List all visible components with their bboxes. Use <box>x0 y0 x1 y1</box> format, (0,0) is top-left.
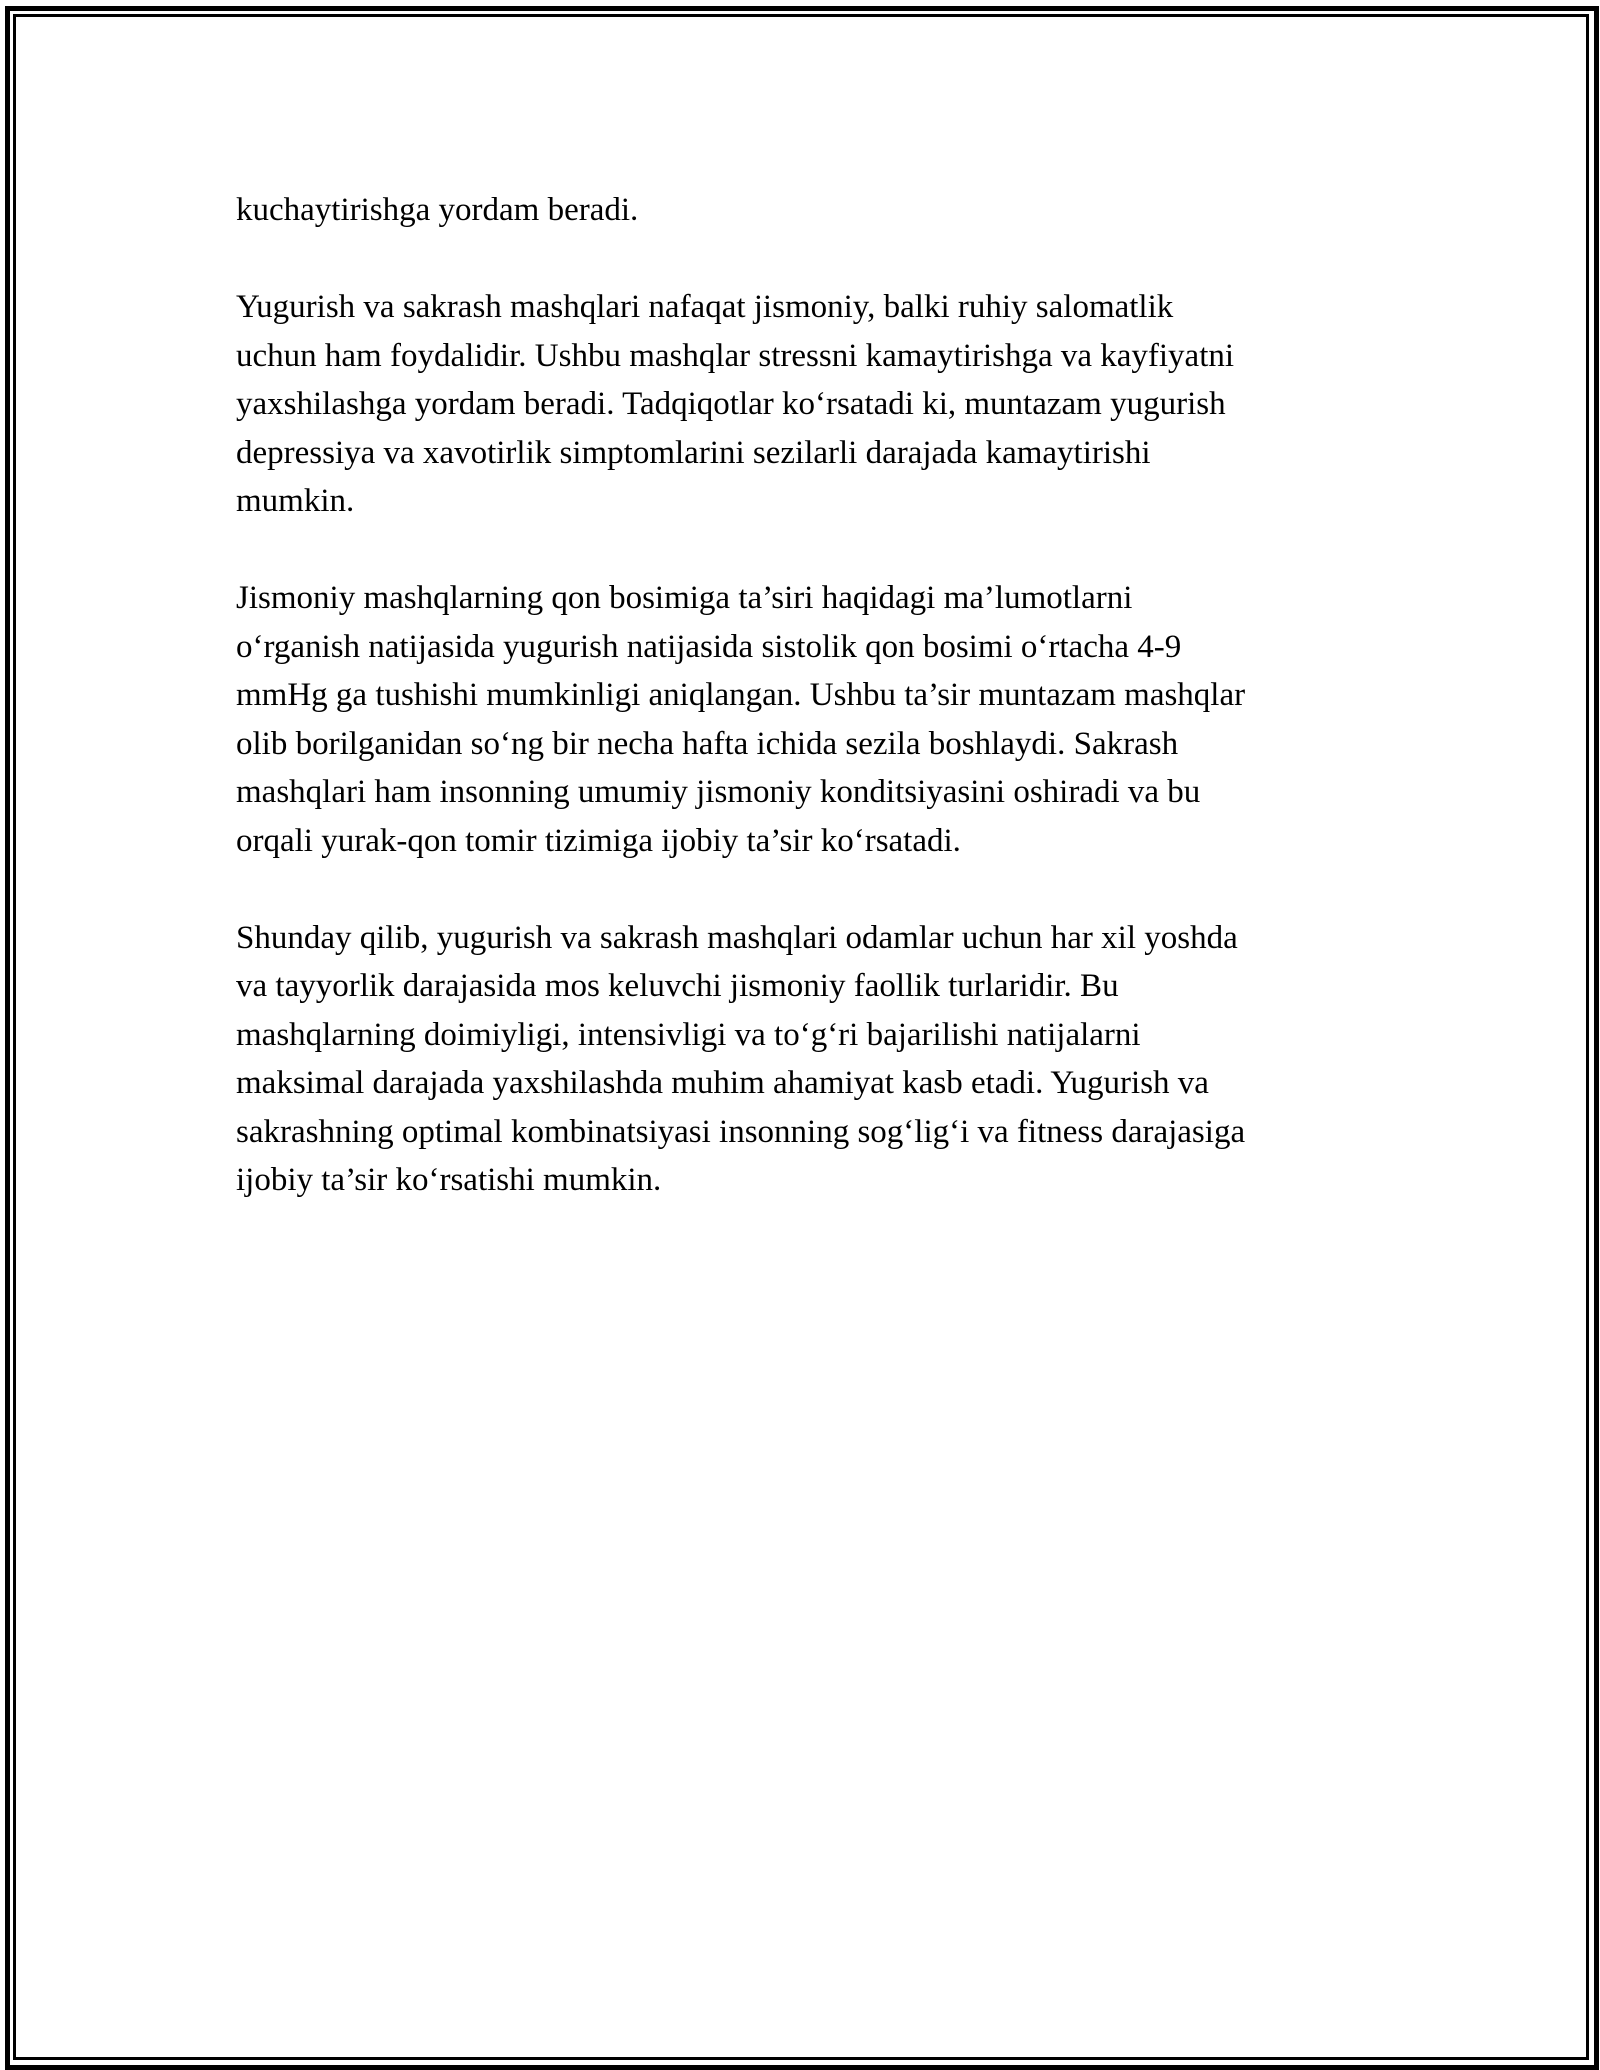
text-line: Shunday qilib, yugurish va sakrash mashqlari odamlar uchun har xil yoshda <box>236 919 1238 956</box>
text-line: kuchaytirishga yordam beradi. <box>236 192 639 228</box>
paragraph-2 <box>236 283 1366 526</box>
text-line: olib borilganidan so‘ng bir necha hafta ichida sezila boshlaydi. Sakrash <box>236 725 1179 762</box>
text-line: mashqlarning doimiyligi, intensivligi va to‘g‘ri bajarilishi natijalarni <box>236 1016 1141 1053</box>
text-line: Jismoniy mashqlarning qon bosimiga ta’siri haqidagi ma’lumotlarni <box>236 580 1133 616</box>
text-line: va tayyorlik darajasida mos keluvchi jismoniy faollik turlaridir. Bu <box>236 968 1119 1004</box>
text-line: orqali yurak-qon tomir tizimiga ijobiy ta’sir ko‘rsatadi. <box>236 822 961 859</box>
paragraph-1 <box>236 186 1366 235</box>
paragraph-3 <box>236 574 1366 865</box>
text-line: sakrashning optimal kombinatsiyasi insonning sog‘lig‘i va fitness darajasiga <box>236 1113 1246 1150</box>
text-line: o‘rganish natijasida yugurish natijasida sistolik qon bosimi o‘rtacha 4-9 <box>236 628 1182 665</box>
document-body <box>236 186 1366 1205</box>
text-line: uchun ham foydalidir. Ushbu mashqlar stressni kamaytirishga va kayfiyatni <box>236 337 1235 374</box>
text-line: mmHg ga tushishi mumkinligi aniqlangan. Ushbu ta’sir muntazam mashqlar <box>236 677 1246 713</box>
text-line: maksimal darajada yaxshilashda muhim ahamiyat kasb etadi. Yugurish va <box>236 1065 1209 1101</box>
text-line: Yugurish va sakrash mashqlari nafaqat jismoniy, balki ruhiy salomatlik <box>236 289 1174 325</box>
paragraph-4 <box>236 914 1366 1205</box>
text-line: mumkin. <box>236 483 355 519</box>
text-line: depressiya va xavotirlik simptomlarini sezilarli darajada kamaytirishi <box>236 434 1151 471</box>
text-line: yaxshilashga yordam beradi. Tadqiqotlar ko‘rsatadi ki, muntazam yugurish <box>236 386 1226 422</box>
text-line: mashqlari ham insonning umumiy jismoniy konditsiyasini oshiradi va bu <box>236 774 1201 810</box>
text-line: ijobiy ta’sir ko‘rsatishi mumkin. <box>236 1162 662 1198</box>
